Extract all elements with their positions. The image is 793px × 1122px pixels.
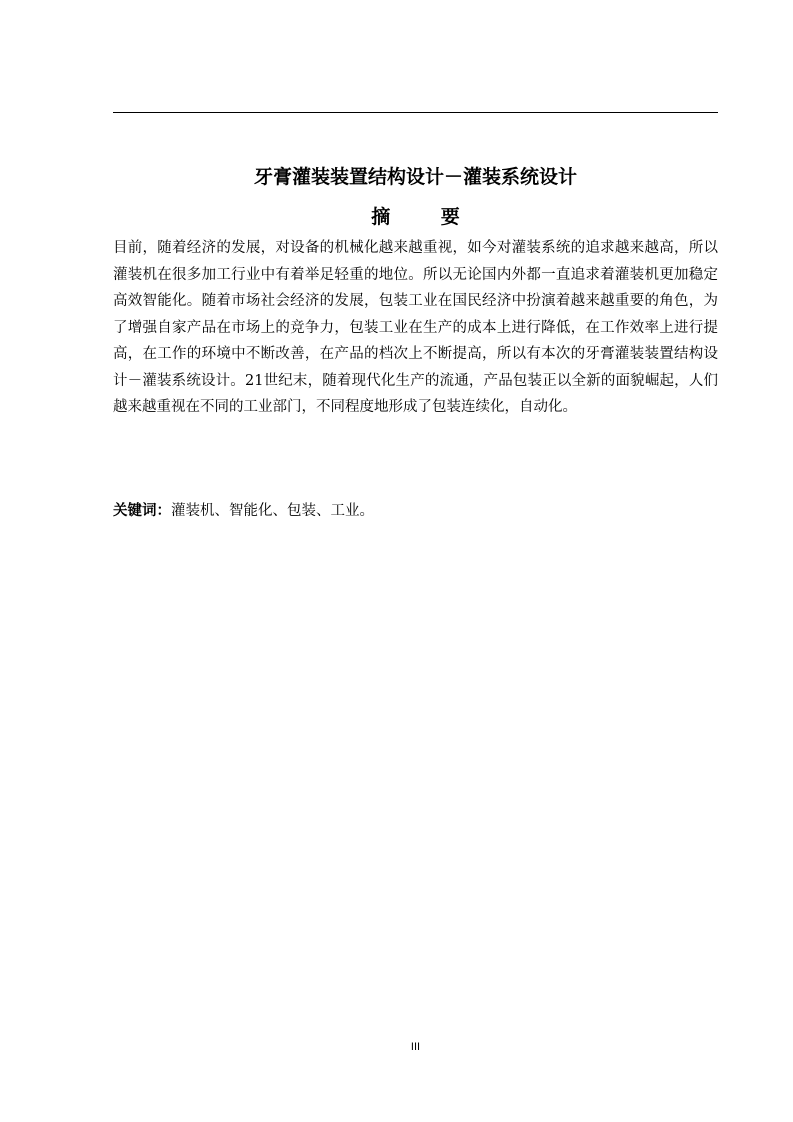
keywords-label: 关键词：	[113, 503, 171, 519]
page-number: III	[410, 1041, 421, 1053]
document-title: 牙膏灌装装置结构设计－灌装系统设计	[253, 166, 577, 188]
abstract-heading: 摘 要	[371, 206, 482, 228]
abstract-body: 目前，随着经济的发展，对设备的机械化越来越重视，如今对灌装系统的追求越来越高，所以灌装机在很多加工行业中有着举足轻重的地位。所以无论国内外都一直追求着灌装机更加稳定高效智能化。随着市场社会经济的发展，包装工业在国民经济中扮演着越来越重要的角色，为了增强自家产品在市场上的竞争力，包装工业在生产的成本上进行降低，在工作效率上进行提高，在工作的环境中不断改善，在产品的档次上不断提高，所以有本次的牙膏灌装装置结构设计－灌装系统设计。21世纪末，随着现代化生产的流通，产品包装正以全新的面貌崛起，人们越来越重视在不同的工业部门，不同程度地形成了包装连续化，自动化。	[113, 240, 718, 415]
keywords-list: 灌装机、智能化、包装、工业。	[171, 503, 374, 519]
header-rule	[113, 112, 718, 113]
keywords-line	[113, 498, 718, 524]
